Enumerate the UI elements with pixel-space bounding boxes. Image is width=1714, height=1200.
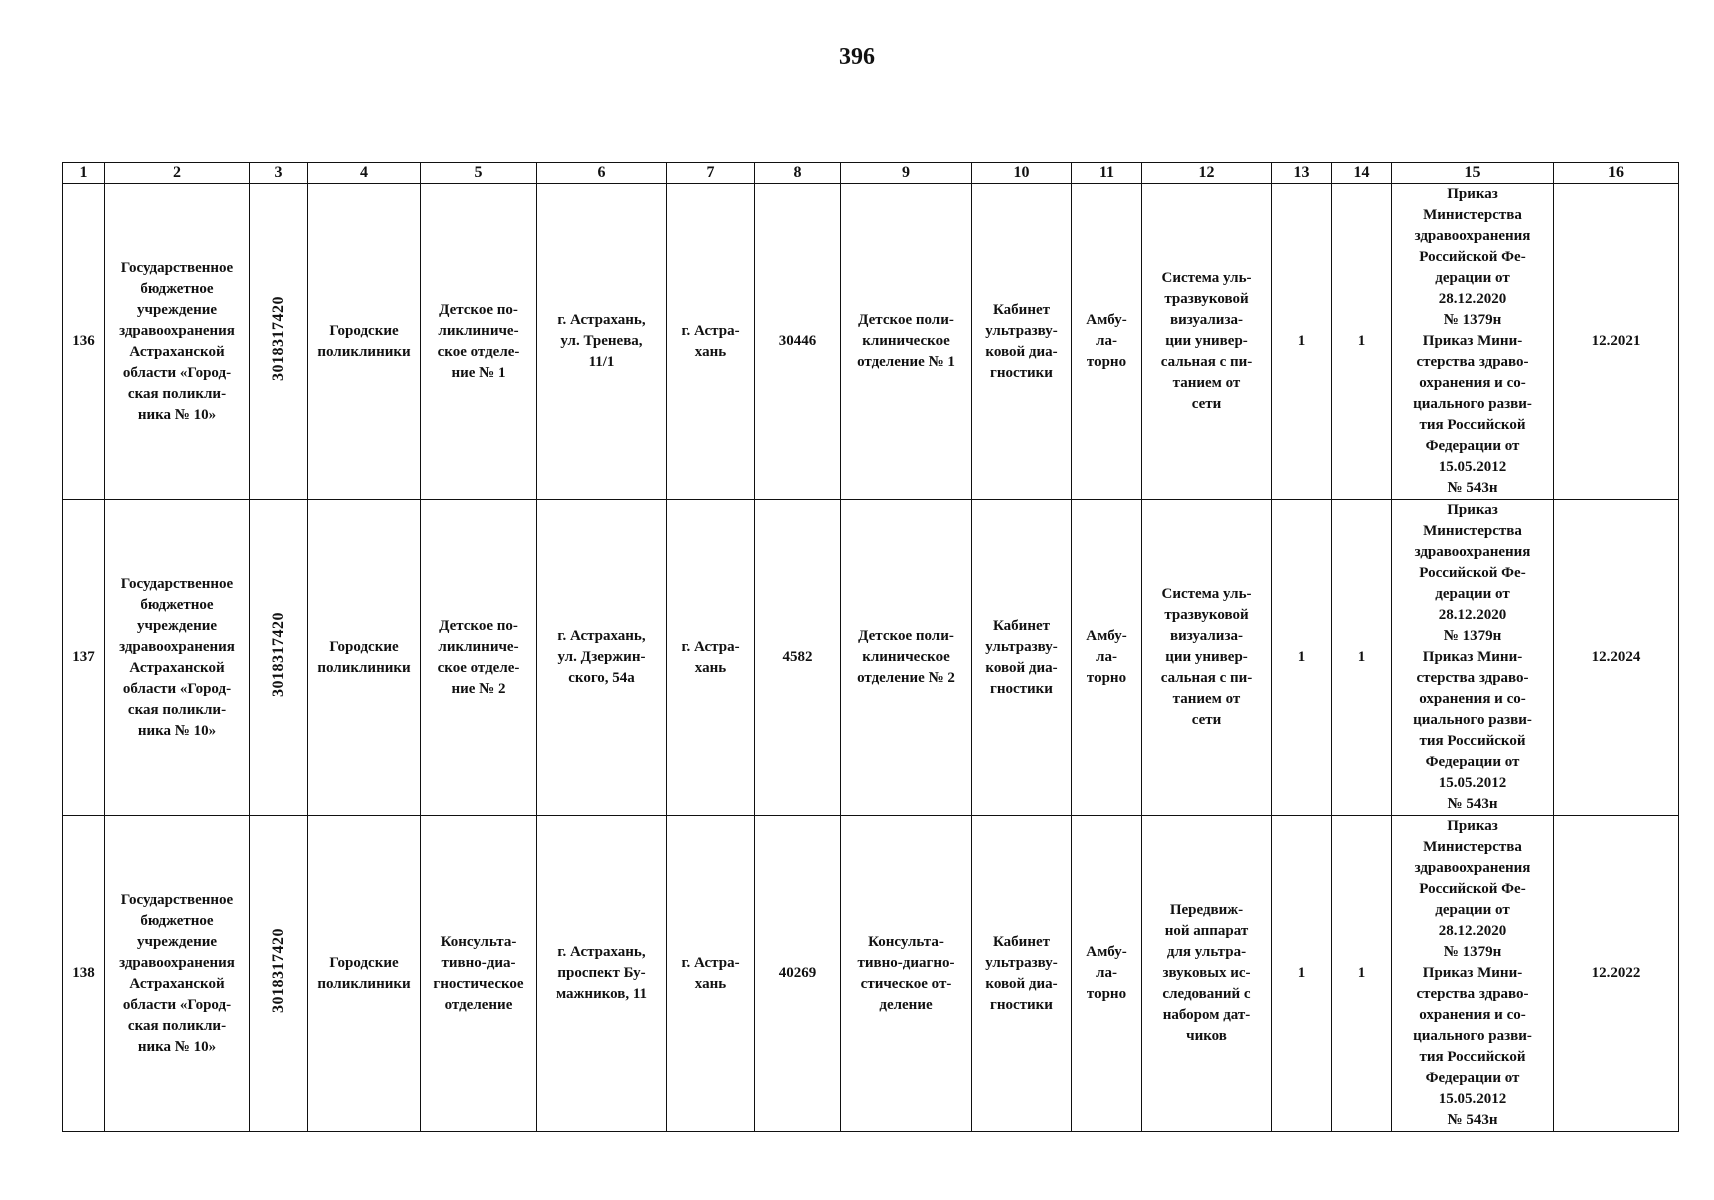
row-number: 137	[63, 500, 105, 816]
inn-text: 3018317420	[270, 295, 287, 381]
organization-cell: Государственное бюджетное учреждение здравоохранения Астраханской области «Город- ская поликли- ника № 10»	[105, 184, 250, 500]
date-cell: 12.2021	[1554, 184, 1679, 500]
registry-table	[62, 162, 1679, 1132]
column-header: 9	[841, 163, 972, 184]
column-header: 12	[1142, 163, 1272, 184]
table-row	[63, 816, 1679, 1132]
code-cell: 30446	[755, 184, 841, 500]
division-cell: Детское по- ликлиниче- ское отделе- ние № 2	[421, 500, 537, 816]
date-cell: 12.2024	[1554, 500, 1679, 816]
division-cell: Детское по- ликлиниче- ское отделе- ние № 1	[421, 184, 537, 500]
date-cell: 12.2022	[1554, 816, 1679, 1132]
column-header: 4	[308, 163, 421, 184]
column-header: 16	[1554, 163, 1679, 184]
division-cell: Консульта- тивно-диа- гностическое отделение	[421, 816, 537, 1132]
orders-cell: Приказ Министерства здравоохранения Российской Фе- дерации от 28.12.2020 № 1379н Приказ Мини- стерства здраво- охранения и со- циального разви- тия Российской Федерации от 15.05.2012 № 543н	[1392, 184, 1554, 500]
city-cell: г. Астра- хань	[667, 816, 755, 1132]
organization-cell: Государственное бюджетное учреждение здравоохранения Астраханской области «Город- ская поликли- ника № 10»	[105, 816, 250, 1132]
page-number: 396	[839, 44, 875, 70]
orders-cell: Приказ Министерства здравоохранения Российской Фе- дерации от 28.12.2020 № 1379н Приказ Мини- стерства здраво- охранения и со- циального разви- тия Российской Федерации от 15.05.2012 № 543н	[1392, 816, 1554, 1132]
subdivision-cell: Детское поли- клиническое отделение № 2	[841, 500, 972, 816]
equipment-cell: Система уль- тразвуковой визуализа- ции универ- сальная с пи- танием от сети	[1142, 500, 1272, 816]
address-cell: г. Астрахань, ул. Тренева, 11/1	[537, 184, 667, 500]
organization-cell: Государственное бюджетное учреждение здравоохранения Астраханской области «Город- ская поликли- ника № 10»	[105, 500, 250, 816]
orders-cell: Приказ Министерства здравоохранения Российской Фе- дерации от 28.12.2020 № 1379н Приказ Мини- стерства здраво- охранения и со- циального разви- тия Российской Федерации от 15.05.2012 № 543н	[1392, 500, 1554, 816]
care-form-cell: Амбу- ла- торно	[1072, 184, 1142, 500]
quantity-cell: 1	[1332, 184, 1392, 500]
column-header: 8	[755, 163, 841, 184]
equipment-cell: Передвиж- ной аппарат для ультра- звуковых ис- следований с набором дат- чиков	[1142, 816, 1272, 1132]
row-number: 136	[63, 184, 105, 500]
column-header: 15	[1392, 163, 1554, 184]
room-cell: Кабинет ультразву- ковой диа- гностики	[972, 184, 1072, 500]
care-form-cell: Амбу- ла- торно	[1072, 816, 1142, 1132]
quantity-cell: 1	[1332, 500, 1392, 816]
quantity-cell: 1	[1272, 816, 1332, 1132]
column-header: 11	[1072, 163, 1142, 184]
table-row	[63, 184, 1679, 500]
column-header: 14	[1332, 163, 1392, 184]
code-cell: 4582	[755, 500, 841, 816]
column-header: 6	[537, 163, 667, 184]
code-cell: 40269	[755, 816, 841, 1132]
quantity-cell: 1	[1272, 500, 1332, 816]
column-header: 13	[1272, 163, 1332, 184]
facility-type-cell: Городские поликлиники	[308, 500, 421, 816]
column-header: 3	[250, 163, 308, 184]
room-cell: Кабинет ультразву- ковой диа- гностики	[972, 500, 1072, 816]
equipment-cell: Система уль- тразвуковой визуализа- ции универ- сальная с пи- танием от сети	[1142, 184, 1272, 500]
inn-text: 3018317420	[270, 611, 287, 697]
quantity-cell: 1	[1272, 184, 1332, 500]
city-cell: г. Астра- хань	[667, 184, 755, 500]
subdivision-cell: Детское поли- клиническое отделение № 1	[841, 184, 972, 500]
facility-type-cell: Городские поликлиники	[308, 184, 421, 500]
row-number: 138	[63, 816, 105, 1132]
column-header: 10	[972, 163, 1072, 184]
column-header: 2	[105, 163, 250, 184]
inn-cell	[250, 184, 308, 500]
inn-text: 3018317420	[270, 927, 287, 1013]
column-number-row	[63, 163, 1679, 184]
address-cell: г. Астрахань, проспект Бу- мажников, 11	[537, 816, 667, 1132]
column-header: 7	[667, 163, 755, 184]
subdivision-cell: Консульта- тивно-диагно- стическое от- деление	[841, 816, 972, 1132]
inn-cell	[250, 816, 308, 1132]
care-form-cell: Амбу- ла- торно	[1072, 500, 1142, 816]
inn-cell	[250, 500, 308, 816]
column-header: 5	[421, 163, 537, 184]
city-cell: г. Астра- хань	[667, 500, 755, 816]
table-row	[63, 500, 1679, 816]
column-header: 1	[63, 163, 105, 184]
address-cell: г. Астрахань, ул. Дзержин- ского, 54а	[537, 500, 667, 816]
quantity-cell: 1	[1332, 816, 1392, 1132]
room-cell: Кабинет ультразву- ковой диа- гностики	[972, 816, 1072, 1132]
facility-type-cell: Городские поликлиники	[308, 816, 421, 1132]
